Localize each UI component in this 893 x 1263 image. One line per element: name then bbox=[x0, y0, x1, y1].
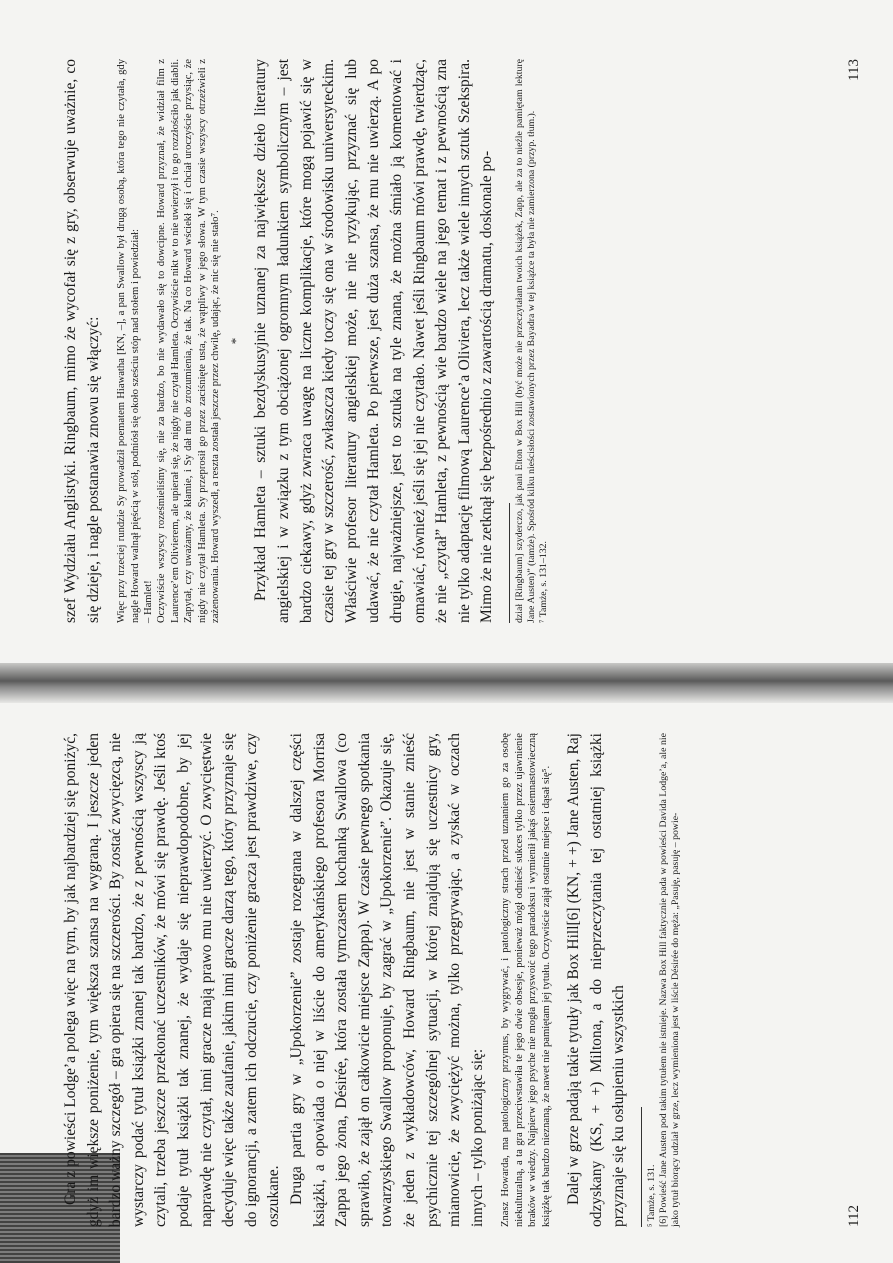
section-separator: * bbox=[228, 337, 244, 345]
page-number-right: 113 bbox=[846, 59, 862, 81]
footnote-7: ⁷ Tamże, s. 131–132. bbox=[538, 540, 550, 623]
footnote-continued: dział [Ringbaum] szyderczo, jak pani Elton w Box Hill (być może nie przeczytałam twoich książek, Zapp, ale za to nieźle pamiętam lekturę Jane Austen)” (tamże). Spośród kilku nieścisłości zostawionych przez Bayadra w tej książce ta była nie zamierzona (przyp. tłum.). bbox=[513, 59, 538, 623]
footnote-6: [6] Powieść Jane Austen pod takim tytułem nie istnieje. Nazwa Box Hill faktycznie pada w powieści Davida Lodge’a, ale nie jako tytuł biorący udział w grze, lecz wymieniona jest w liście Désirée do męża: „Pasuję, pasuję – powie- bbox=[657, 733, 682, 1227]
right-quote-1: Więc przy trzeciej rundzie Sy prowadził poematem Hiawatha [KN, –], a pan Swallow był drugą osobą, która tego nie czytała, gdy nagle Howard walnął pięścią w stół, podniósł się około sześciu stóp nad stołem i powiedział: bbox=[116, 59, 141, 623]
footnote-5: ⁵ Tamże, s. 131. bbox=[645, 1164, 657, 1227]
right-quote-2: – Hamlet! bbox=[143, 580, 154, 623]
right-page bbox=[0, 23, 893, 663]
left-paragraph-3: Dalej w grze padają takie tytuły jak Box Hill[6] (KN, + +) Jane Austen, Raj odzyskany (KS, + +) Miltona, a do nieprzeczytania tej ostatniej książki przyznaje się ku osłupieniu wszystkich bbox=[564, 733, 628, 1227]
left-quote: Znasz Howarda, ma patologiczny przymus, by wygrywać, i patologiczny strach przed uznaniem go za osobę niekulturalną, a ta gra przeciwstawiła te jego dwie obsesje, ponieważ mógł odnieść sukces tylko przez ujawnienie braków w wiedzy. Najpierw jego psyche nie mogła przyswoić tego paradoksu i wymienił jakąś osiemnastowieczną książkę tak bardzo nieznaną, że nawet nie pamiętam jej tytułu. Oczywiście zajął ostatnie miejsce i dąsał się⁵. bbox=[500, 733, 552, 1227]
left-paragraph-1: Gra z powieści Lodge’a polega więc na tym, by jak najbardziej się poniżyć, gdyż im większe poniżenie, tym większa szansa na wygraną. I jeszcze jeden bardzo ważny szczegół – gra opiera się na szczerości. By zostać zwycięzcą, nie wystarczy podać tytuł książki znanej tak bardzo, że z pewnością wszyscy ją czytali, trzeba jeszcze przekonać uczestników, że mówi się prawdę. Jeśli ktoś podaje tytuł książki tak znanej, że wydaje się nieprawdopodobne, by jej naprawdę nie czytał, inni gracze mają prawo mu nie uwierzyć. O zwycięstwie decyduje więc także zaufanie, jakim inni gracze darzą tego, który przyznaje się do ignorancji, a zatem ich odczucie, czy poniżenie gracza jest prawdziwe, czy oszukane. bbox=[62, 733, 283, 1227]
footnote-rule bbox=[509, 503, 510, 623]
right-quote-3: Oczywiście wszyscy roześmieliśmy się, nie za bardzo, bo nie wydawało się to dowcipne. Howard przyznał, że widział film z Laurence’em Olivierem, ale upierał się, że nigdy nie czytał Hamleta. Oczywiście nikt w to nie uwierzył i to go rozzłościło jak diabli. Zapytał, czy uważamy, że kłamie, i Sy dał mu do zrozumienia, że tak. Na co Howard wściekł się i chciał uroczyście przysiąc, że nigdy nie czytał Hamleta. Sy przeprosił go przez zaciśnięte usta, że wątpliwy w jego słowa. W tym czasie wszyscy otrzeźwieli z zażenowania. Howard wyszedł, a reszta została jeszcze przez chwilę, udając, że nic się nie stało⁷. bbox=[156, 59, 222, 623]
right-paragraph-1: szef Wydziału Anglistyki. Ringbaum, mimo że wycofał się z gry, obserwuje uważnie, co się dzieje, i nagle postanawia znowu się włączyć: bbox=[62, 59, 102, 623]
left-page bbox=[0, 703, 893, 1263]
page-number-left: 112 bbox=[846, 1205, 862, 1227]
book-gutter bbox=[0, 663, 893, 703]
footnote-rule bbox=[641, 1107, 642, 1227]
left-paragraph-2: Druga partia gry w „Upokorzenie” zostaje rozegrana w dalszej części książki, a opowiada o niej w liście do amerykańskiego profesora Morrisa Zappa jego żona, Désirée, która została tymczasem kochanką Swallowa (co sprawiło, że zajął on całkowicie miejsce Zappa). W czasie pewnego spotkania towarzyskiego Swallow proponuje, by zagrać w „Upokorzenie”. Okazuje się, że jeden z wykładowców, Howard Ringbaum, nie jest w stanie znieść psychicznie tej szczególnej sytuacji, w której znajdują się uczestnicy gry, mianowicie, że zwyciężyć można, tylko przegrywając, a zyskać w oczach innych – tylko poniżając się: bbox=[287, 733, 486, 1227]
right-paragraph-2: Przykład Hamleta – sztuki bezdyskusyjnie uznanej za największe dzieło literatury angielskiej i w związku z tym obciążonej ogromnym ładunkiem symbolicznym – jest bardzo ciekawy, gdyż zwraca uwagę na liczne komplikacje, które mogą pojawić się w czasie tej gry w szczerość, zwłaszcza kiedy toczy się ona w środowisku uniwersyteckim. Właściwie profesor literatury angielskiej może, nie nie ryzykując, przyznać się lub udawać, że nie czytał Hamleta. Po pierwsze, jest duża szansa, że mu nie uwierzą. A po drugie, najważniejsze, jest to sztuka na tyle znana, że można śmiało ją komentować i omawiać, również jeśli się jej nie czytało. Nawet jeśli Ringbaum mówi prawdę, twierdząc, że nie „czytał” Hamleta, z pewnością wie bardzo wiele na jego temat i z pewnością zna nie tylko adaptację filmową Laurence’a Oliviera, lecz także wiele innych sztuk Szekspira. Mimo że nie zetknął się bezpośrednio z zawartością dramatu, doskonale po- bbox=[252, 59, 496, 623]
